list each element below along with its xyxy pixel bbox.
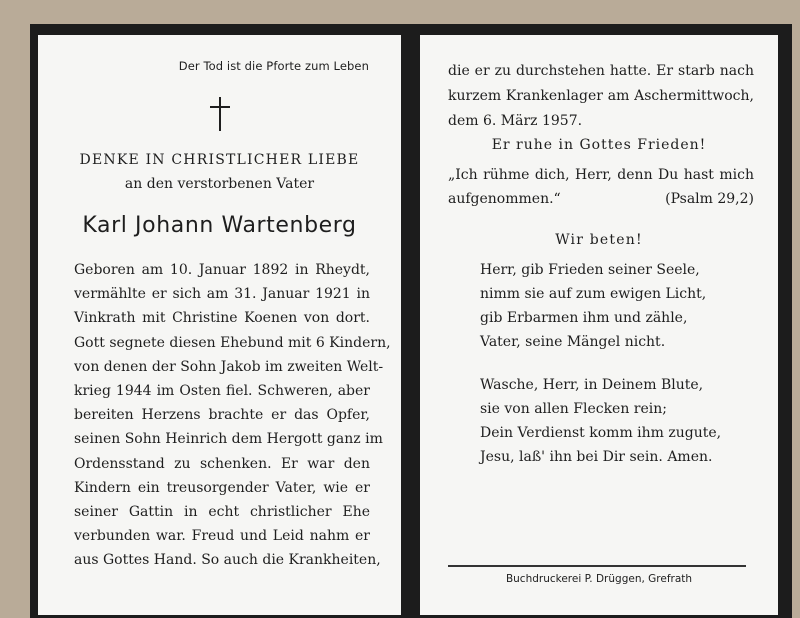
verse-line: Wasche, Herr, in Deinem Blute, <box>480 377 704 393</box>
text-line: vermählte er sich am 31. Januar 1921 in <box>74 286 370 303</box>
cross-icon <box>210 97 230 131</box>
text-line: seiner Gattin in echt christlicher Ehe <box>74 504 370 521</box>
right-panel <box>420 35 778 615</box>
prayer-verse <box>480 258 706 354</box>
psalm-reference: (Psalm 29,2) <box>665 191 754 207</box>
text-line: seinen Sohn Heinrich dem Hergott ganz im <box>74 431 383 448</box>
text-line: Kindern ein treusorgender Vater, wie er <box>74 479 370 496</box>
verse-line: Vater, seine Mängel nicht. <box>480 334 666 350</box>
deceased-name: Karl Johann Wartenberg <box>82 213 357 238</box>
divider <box>448 565 746 567</box>
biography-text <box>74 258 391 573</box>
text-line: aus Gottes Hand. So auch die Krankheiten, <box>74 552 381 569</box>
printer-credit: Buchdruckerei P. Drüggen, Grefrath <box>505 573 693 585</box>
text-line: Vinkrath mit Christine Koenen von dort. <box>74 310 370 327</box>
verse-line: Herr, gib Frieden seiner Seele, <box>480 262 700 278</box>
verse-line: Jesu, laß' ihn bei Dir sein. Amen. <box>480 449 713 465</box>
text-line: krieg 1944 im Osten fiel. Schweren, aber <box>74 383 370 400</box>
prayer-verse <box>480 373 721 469</box>
rest-in-peace-line: Er ruhe in Gottes Frieden! <box>491 137 707 153</box>
verse-line: gib Erbarmen ihm und zähle, <box>480 310 688 326</box>
quote-line: „Ich rühme dich, Herr, denn Du hast mich <box>448 167 754 183</box>
text-line: dem 6. März 1957. <box>448 113 583 129</box>
subheading: an den verstorbenen Vater <box>124 176 315 192</box>
heading: DENKE IN CHRISTLICHER LIEBE <box>79 152 360 168</box>
prayer-heading: Wir beten! <box>555 232 643 248</box>
biography-continued <box>448 59 754 134</box>
text-line: kurzem Krankenlager am Aschermittwoch, <box>448 88 754 104</box>
text-line: Geboren am 10. Januar 1892 in Rheydt, <box>74 262 370 278</box>
left-panel <box>38 35 401 615</box>
verse-line: nimm sie auf zum ewigen Licht, <box>480 286 707 302</box>
text-line: von denen der Sohn Jakob im zweiten Welt- <box>74 358 384 375</box>
verse-line: Dein Verdienst komm ihm zugute, <box>480 425 722 441</box>
verse-line: sie von allen Flecken rein; <box>480 401 667 417</box>
text-line: verbunden war. Freud und Leid nahm er <box>74 528 370 545</box>
text-line: Gott segnete diesen Ehebund mit 6 Kindern, <box>74 334 391 351</box>
text-line: die er zu durchstehen hatte. Er starb nach <box>448 63 754 79</box>
quote-line: aufgenommen.“ <box>448 191 561 207</box>
text-line: bereiten Herzens brachte er das Opfer, <box>74 407 370 424</box>
text-line: Ordensstand zu schenken. Er war den <box>74 455 370 472</box>
motto: Der Tod ist die Pforte zum Leben <box>178 59 369 73</box>
